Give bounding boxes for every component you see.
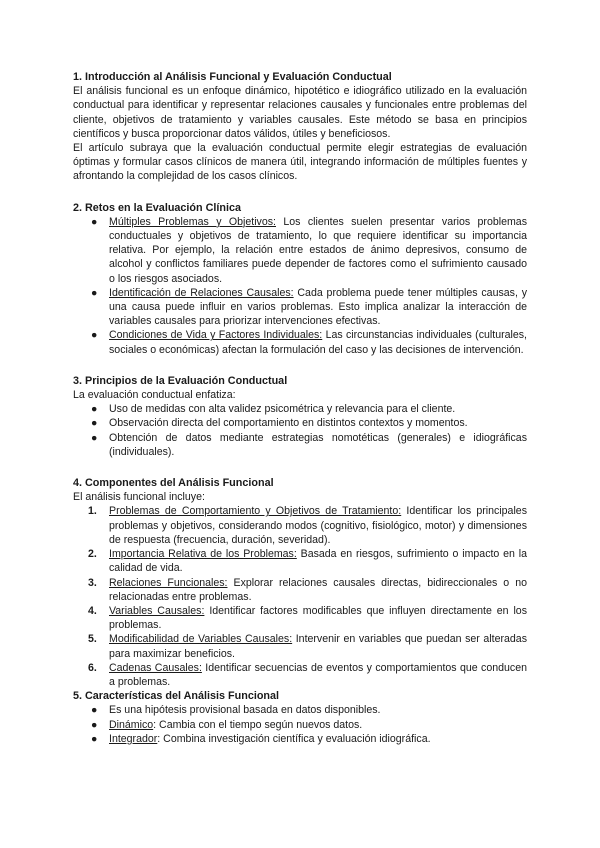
item-text: : Cambia con el tiempo según nuevos datos. — [153, 718, 363, 731]
section-4-heading: 4. Componentes del Análisis Funcional — [73, 477, 274, 490]
item-number: 6. — [88, 661, 97, 674]
list-item — [73, 416, 527, 430]
section-1-heading: 1. Introducción al Análisis Funcional y Evaluación Conductual — [73, 71, 392, 83]
item-number: 5. — [88, 633, 97, 646]
list-item — [73, 431, 527, 459]
item-term: Cadenas Causales: — [109, 661, 202, 674]
list-item — [73, 328, 527, 356]
list-item — [73, 661, 527, 689]
item-term: Identificación de Relaciones Causales: — [109, 286, 294, 299]
item-term: Múltiples Problemas y Objetivos: — [109, 215, 276, 228]
section-1-paragraph-1: El análisis funcional es un enfoque dinámico, hipotético e idiográfico utilizado en la evaluación conductual para identificar y representar relaciones causales y funcionales entre problemas del cliente, objetivos de tratamiento y variables causales. Este método se basa en principios científicos y busca proporcionar datos válidos, útiles y beneficiosos. — [73, 85, 527, 140]
item-term: Variables Causales: — [109, 604, 205, 617]
bullet-icon: ● — [91, 403, 98, 416]
section-3-heading: 3. Principios de la Evaluación Conductual — [73, 374, 288, 387]
item-term: Importancia Relativa de los Problemas: — [109, 548, 297, 561]
bullet-icon: ● — [91, 417, 98, 430]
item-term: Condiciones de Vida y Factores Individuales: — [109, 329, 323, 342]
item-number: 1. — [88, 505, 97, 518]
section-1-paragraph-2: El artículo subraya que la evaluación conductual permite elegir estrategias de evaluación óptimas y formular casos clínicos de manera útil, integrando información de múltiples fuentes y afrontando la complejidad de los casos clínicos. — [73, 142, 527, 183]
list-item — [73, 718, 527, 732]
item-text: Observación directa del comportamiento en distintos contextos y momentos. — [109, 417, 468, 430]
item-term: Modificabilidad de Variables Causales: — [109, 633, 293, 646]
item-term: Relaciones Funcionales: — [109, 576, 228, 589]
item-text: Es una hipótesis provisional basada en datos disponibles. — [109, 704, 381, 717]
list-item — [73, 632, 527, 660]
section-2-heading: 2. Retos en la Evaluación Clínica — [73, 201, 242, 214]
section-5-heading: 5. Características del Análisis Funcional — [73, 690, 280, 703]
item-text: Identificar secuencias de eventos y comportamientos que conducen a problemas. — [109, 661, 527, 688]
list-item — [73, 286, 527, 329]
bullet-icon: ● — [91, 329, 98, 342]
item-text: Obtención de datos mediante estrategias nomotéticas (generales) e idiográficas (individuales). — [109, 431, 527, 458]
section-3-intro: La evaluación conductual enfatiza: — [73, 389, 236, 402]
section-3-list — [73, 402, 527, 459]
list-item — [73, 703, 527, 717]
item-text: Las circunstancias individuales (culturales, sociales o económicas) afectan la formulación del caso y las decisiones de intervención. — [109, 329, 527, 356]
item-number: 3. — [88, 576, 97, 589]
section-2-list — [73, 215, 527, 357]
list-item — [73, 504, 527, 547]
list-item — [73, 547, 527, 575]
section-4-intro: El análisis funcional incluye: — [73, 491, 205, 504]
section-5-list — [73, 703, 527, 746]
list-item — [73, 402, 527, 416]
item-term: Dinámico — [109, 718, 154, 731]
item-text: : Combina investigación científica y evaluación idiográfica. — [157, 732, 431, 745]
bullet-icon: ● — [91, 286, 98, 299]
item-text: Basada en riesgos, sufrimiento o impacto en la calidad de vida. — [109, 548, 527, 575]
item-text: Los clientes suelen presentar varios problemas conductuales y objetivos de tratamiento, lo que requiere identificar su importancia relativa. Por ejemplo, la relación entre estados de ánimo depresivos, consumo de alcohol y conflictos familiares puede depender de factores como el sufrimiento causado o los riesgos asociados. — [109, 215, 527, 285]
item-number: 4. — [88, 604, 97, 617]
list-item — [73, 576, 527, 604]
item-text: Cada problema puede tener múltiples causas, y una causa puede influir en varios problemas. Esto implica analizar la interacción de variables causales para priorizar intervenciones efectivas. — [109, 286, 528, 328]
item-number: 2. — [88, 548, 97, 561]
section-4-list — [73, 504, 527, 689]
item-term: Integrador — [109, 732, 158, 745]
item-text: Identificar los principales problemas y objetivos, considerando modos (cognitivo, fisiológico, motor) y dimensiones de respuesta (frecuencia, duración, severidad). — [109, 505, 527, 546]
bullet-icon: ● — [91, 718, 98, 731]
bullet-icon: ● — [91, 431, 98, 444]
item-term: Problemas de Comportamiento y Objetivos de Tratamiento: — [109, 505, 402, 518]
list-item — [73, 215, 527, 286]
item-text: Intervenir en variables que puedan ser alteradas para maximizar beneficios. — [109, 633, 527, 660]
bullet-icon: ● — [91, 704, 98, 717]
bullet-icon: ● — [91, 215, 98, 228]
item-text: Identificar factores modificables que influyen directamente en los problemas. — [109, 604, 527, 632]
item-text: Uso de medidas con alta validez psicométrica y relevancia para el cliente. — [109, 403, 456, 416]
bullet-icon: ● — [91, 732, 98, 745]
list-item — [73, 604, 527, 632]
item-text: Explorar relaciones causales directas, bidireccionales o no relacionadas entre problemas. — [109, 576, 527, 603]
list-item — [73, 732, 527, 746]
